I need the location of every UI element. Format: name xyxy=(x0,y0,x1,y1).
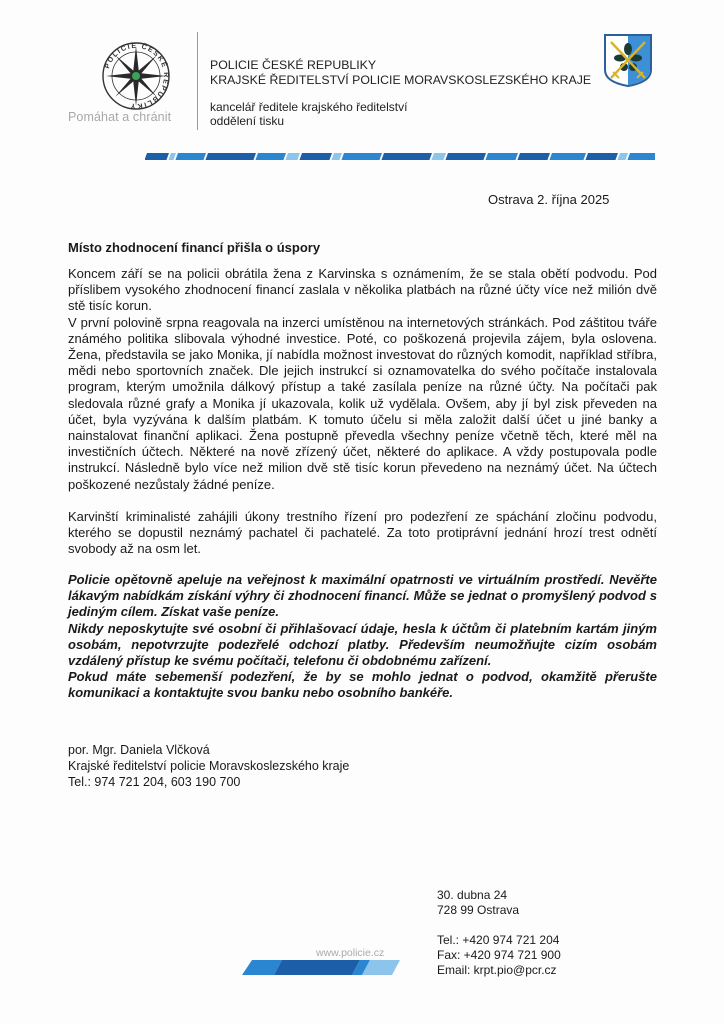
address-street: 30. dubna 24 xyxy=(437,888,508,902)
warning-3: Pokud máte sebemenší podezření, že by se mohlo jednat o podvod, okamžitě přerušte komunikaci a kontaktujte svou banku nebo osobního bankéře. xyxy=(68,669,657,701)
dept-line-1: kancelář ředitele krajského ředitelství xyxy=(210,100,408,114)
address-city: 728 99 Ostrava xyxy=(437,903,520,917)
org-line-1: POLICIE ČESKÉ REPUBLIKY xyxy=(210,58,377,72)
dept-line-2: oddělení tisku xyxy=(210,114,285,128)
press-release-title: Místo zhodnocení financí přišla o úspory xyxy=(68,240,321,255)
warning-2: Nikdy neposkytujte své osobní či přihlašovací údaje, hesla k účtům či platebním kartám jiným osobám, nepotvrzujte podezřelé odchozí platby. Především neumožňujte cizím osobám vzdálený přístup ke svému počítači, telefonu či obdobnému zařízení. xyxy=(68,620,657,669)
footer-decorative-stripe xyxy=(242,960,400,975)
org-line-2: KRAJSKÉ ŘEDITELSTVÍ POLICIE MORAVSKOSLEZSKÉHO KRAJE xyxy=(210,72,592,87)
paragraph-investigation xyxy=(68,509,657,558)
signature-block xyxy=(68,742,349,790)
paragraph-incident xyxy=(68,266,657,493)
paragraph-intro: Koncem září se na policii obrátila žena z Karvinska s oznámením, že se stala obětí podvodu. Pod příslibem vysokého zhodnocení financí zaslala v několika platbách na různé účty více než milión dvě stě tisíc korun. xyxy=(68,266,657,314)
footer-address xyxy=(437,888,561,978)
header-decorative-stripe xyxy=(145,147,655,154)
signature-phone: Tel.: 974 721 204, 603 190 700 xyxy=(68,775,241,789)
organization-name xyxy=(210,58,591,87)
paragraph-details: V první polovině srpna reagovala na inzerci umístěnou na internetových stránkách. Pod záštitou tváře známého politika slibovala výhodné investice. Poté, co poškozená projevila zájem, byla oslovena. Žena, představila se jako Monika, jí nabídla možnost investovat do různých komodit, například stříbra, mědi nebo sportovních značek. Dle jejich instrukcí si oznamovatelka do svého počítače instalovala program, kterým umožnila dálkový přístup a také zasílala peníze na různé účty. Na počítači pak sledovala různé grafy a Monika jí ukazovala, kolik už vydělala. Ovšem, aby jí byl zisk převeden na účet, byla vyzývána k dalším platbám. K tomuto účelu si měla založit další účet u jiné banky a nainstalovat finanční aplikaci. Žena postupně převedla všechny peníze včetně těch, které měl na investičních účtech. Některé na nově zřízený účet, některé do aplikace. A vždy postupovala podle instrukcí. Následně bylo více než milion dvě stě tisíc korun převedeno na neznámý účet. Na účtech poškozené nezůstaly žádné peníze. xyxy=(68,314,657,492)
letter-date: Ostrava 2. října 2025 xyxy=(488,192,610,207)
contact-tel: Tel.: +420 974 721 204 xyxy=(437,933,560,947)
warning-1: Policie opětovně apeluje na veřejnost k maximální opatrnosti ve virtuálním prostředí. Nevěřte lákavým nabídkám získání výhry či zhodnocení financí. Může se jednat o promyšlený podvod s jediným cílem. Získat vaše peníze. xyxy=(68,572,657,620)
regional-crest-icon xyxy=(602,32,654,88)
header-divider xyxy=(197,32,198,130)
signature-org: Krajské ředitelství policie Moravskoslezského kraje xyxy=(68,759,350,773)
signature-name: por. Mgr. Daniela Vlčková xyxy=(68,743,210,757)
contact-fax: Fax: +420 974 721 900 xyxy=(437,948,561,962)
svg-text:POLICIE ČESKÉ REPUBLIKY: POLICIE ČESKÉ REPUBLIKY xyxy=(104,42,170,110)
paragraph-investigation-text: Karvinští kriminalisté zahájili úkony trestního řízení pro podezření ze spáchání zločinu podvodu, kterého se dopustil neznámý pachatel či pachatelé. Za toto protiprávní jednání hrozí trest odnětí svobody až na osm let. xyxy=(68,509,657,557)
department xyxy=(210,100,407,128)
motto: Pomáhat a chránit xyxy=(68,110,172,124)
website-link[interactable]: www.policie.cz xyxy=(316,947,385,959)
paragraph-warning xyxy=(68,572,657,702)
contact-email[interactable]: Email: krpt.pio@pcr.cz xyxy=(437,963,557,977)
